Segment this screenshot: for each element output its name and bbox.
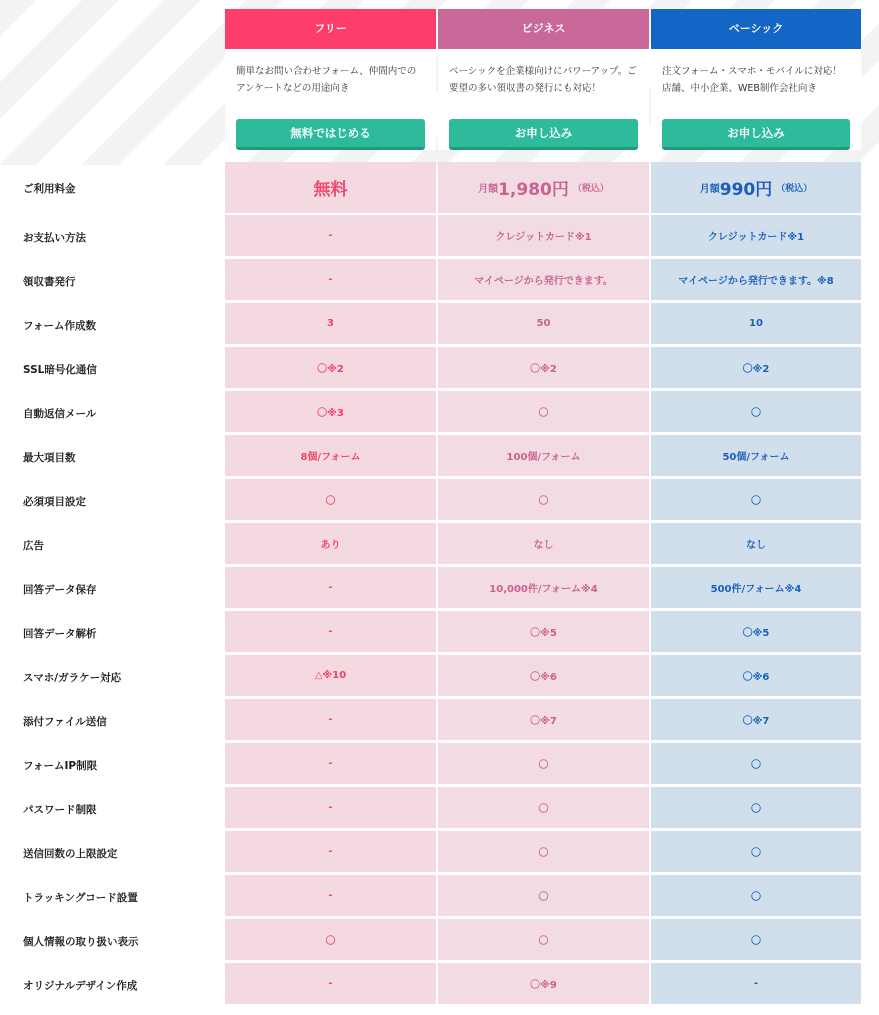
apply-basic-button[interactable]: お申し込み: [662, 119, 850, 150]
cell-business: 〇: [438, 787, 649, 828]
cell-free: -: [225, 875, 436, 916]
cell-basic: 〇※2: [651, 347, 861, 388]
price-business-tax: （税込）: [572, 184, 609, 194]
price-business-prefix: 月額: [478, 184, 499, 195]
cell-free: -: [225, 259, 436, 300]
cell-free: -: [225, 611, 436, 652]
cell-free: 〇※3: [225, 391, 436, 432]
cell-free: -: [225, 699, 436, 740]
row-label: 回答データ解析: [23, 627, 97, 640]
row-label: 送信回数の上限設定: [23, 847, 118, 860]
cell-free: 〇※2: [225, 347, 436, 388]
plan-column-free: [225, 9, 436, 150]
price-business: [438, 162, 649, 213]
table-row: [0, 919, 879, 963]
cell-business: 〇※9: [438, 963, 649, 1004]
row-label: 最大項目数: [23, 451, 76, 464]
cell-basic: 〇: [651, 743, 861, 784]
cell-business: 〇※7: [438, 699, 649, 740]
cell-free: あり: [225, 523, 436, 564]
cell-basic: 〇※5: [651, 611, 861, 652]
cell-basic: 〇※6: [651, 655, 861, 696]
cell-business: 100個/フォーム: [438, 435, 649, 476]
plan-description-basic: 注文フォーム・スマホ・モバイルに対応！店舗、中小企業、WEB制作会社向き: [662, 66, 842, 94]
cell-free: -: [225, 743, 436, 784]
row-label-price: ご利用料金: [23, 183, 76, 195]
table-row: [0, 743, 879, 787]
table-row: [0, 699, 879, 743]
cell-free: 8個/フォーム: [225, 435, 436, 476]
row-label: 個人情報の取り扱い表示: [23, 935, 139, 948]
cell-basic: 〇※7: [651, 699, 861, 740]
row-label: お支払い方法: [23, 231, 86, 244]
cell-business: 〇: [438, 391, 649, 432]
row-label: 自動返信メール: [23, 407, 97, 420]
start-free-button[interactable]: 無料ではじめる: [236, 119, 425, 150]
cell-basic: 〇: [651, 875, 861, 916]
cell-business: 〇: [438, 831, 649, 872]
cell-business: 〇※6: [438, 655, 649, 696]
cell-free: -: [225, 787, 436, 828]
cell-basic: 500件/フォーム※4: [651, 567, 861, 608]
row-label: パスワード制限: [23, 803, 97, 816]
cell-free: 〇: [225, 919, 436, 960]
price-basic-prefix: 月額: [699, 184, 720, 195]
row-label: 添付ファイル送信: [23, 715, 107, 728]
table-body: [0, 215, 879, 1007]
cell-basic: -: [651, 963, 861, 1004]
price-basic-tax: （税込）: [776, 184, 813, 194]
cell-free: -: [225, 963, 436, 1004]
plan-column-basic: [651, 9, 861, 150]
cell-free: 〇: [225, 479, 436, 520]
cell-basic: 〇: [651, 919, 861, 960]
table-row: [0, 963, 879, 1007]
price-free: [225, 162, 436, 213]
cell-basic: マイページから発行できます。※8: [651, 259, 861, 300]
table-row: [0, 875, 879, 919]
row-label: フォームIP制限: [23, 759, 98, 772]
cell-business: 10,000件/フォーム※4: [438, 567, 649, 608]
cell-free: -: [225, 567, 436, 608]
row-label: スマホ/ガラケー対応: [23, 671, 122, 684]
row-label: 必須項目設定: [23, 495, 86, 508]
table-row-price: [0, 162, 879, 215]
price-basic: [651, 162, 861, 213]
table-row: [0, 787, 879, 831]
row-label: 領収書発行: [23, 275, 76, 288]
cell-business: クレジットカード※1: [438, 215, 649, 256]
table-row: [0, 215, 879, 259]
price-business-amount: 1,980円: [498, 180, 569, 200]
plan-description-free: 簡単なお問い合わせフォーム、仲間内でのアンケートなどの用途向き: [236, 66, 417, 94]
cell-business: 〇※2: [438, 347, 649, 388]
cell-business: 50: [438, 303, 649, 344]
cell-basic: 10: [651, 303, 861, 344]
cell-free: △※10: [225, 655, 436, 696]
cell-business: マイページから発行できます。: [438, 259, 649, 300]
cell-basic: 〇: [651, 479, 861, 520]
row-label: 広告: [23, 539, 44, 552]
table-row: [0, 523, 879, 567]
cell-business: 〇: [438, 875, 649, 916]
table-row: [0, 391, 879, 435]
cell-business: 〇: [438, 743, 649, 784]
table-row: [0, 479, 879, 523]
comparison-table: [0, 162, 879, 1007]
table-row: [0, 567, 879, 611]
table-row: [0, 435, 879, 479]
cell-free: -: [225, 831, 436, 872]
cell-business: 〇: [438, 479, 649, 520]
table-row: [0, 347, 879, 391]
row-label: オリジナルデザイン作成: [23, 979, 138, 992]
cell-basic: なし: [651, 523, 861, 564]
price-basic-amount: 990円: [719, 180, 773, 200]
cell-basic: クレジットカード※1: [651, 215, 861, 256]
cell-basic: 〇: [651, 831, 861, 872]
plan-header-business: ビジネス: [438, 9, 649, 49]
cell-basic: 50個/フォーム: [651, 435, 861, 476]
row-label: フォーム作成数: [23, 319, 96, 332]
plan-description-business: ベーシックを企業様向けにパワーアップ。ご要望の多い領収書の発行にも対応！: [449, 66, 637, 94]
cell-free: 3: [225, 303, 436, 344]
plan-header-basic: ベーシック: [651, 9, 861, 49]
row-label: SSL暗号化通信: [23, 363, 97, 376]
cell-business: 〇※5: [438, 611, 649, 652]
cell-free: -: [225, 215, 436, 256]
plan-header-free: フリー: [225, 9, 436, 49]
cell-basic: 〇: [651, 391, 861, 432]
table-row: [0, 303, 879, 347]
table-row: [0, 655, 879, 699]
table-row: [0, 831, 879, 875]
row-label: トラッキングコード設置: [23, 891, 138, 904]
cell-business: なし: [438, 523, 649, 564]
table-row: [0, 611, 879, 655]
cell-business: 〇: [438, 919, 649, 960]
apply-business-button[interactable]: お申し込み: [449, 119, 638, 150]
row-label: 回答データ保存: [23, 583, 97, 596]
price-free-value: 無料: [313, 180, 348, 200]
table-row: [0, 259, 879, 303]
plan-column-business: [438, 9, 649, 150]
cell-basic: 〇: [651, 787, 861, 828]
